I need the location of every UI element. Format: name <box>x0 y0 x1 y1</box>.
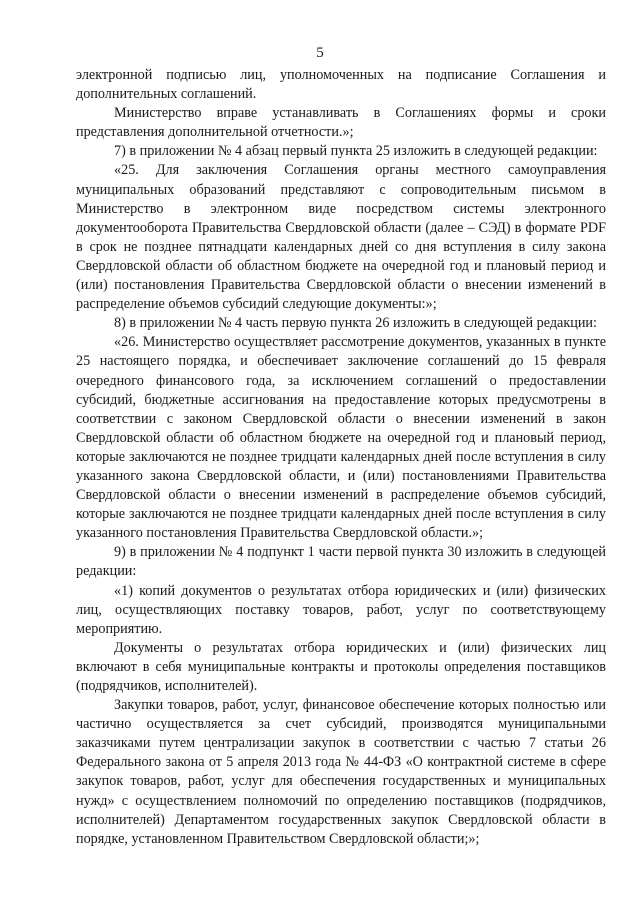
paragraph: электронной подписью лиц, уполномоченных на подписание Соглашения и дополнительных соглашений. <box>76 67 606 103</box>
document-body <box>76 66 606 849</box>
paragraph: Министерство вправе устанавливать в Соглашениях формы и сроки представления дополнительной отчетности.»; <box>76 105 606 141</box>
paragraph: «26. Министерство осуществляет рассмотрение документов, указанных в пункте 25 настоящего порядка, и обеспечивает заключение соглашений до 15 февраля очередного финансового года, за исключением соглашений о предоставлении субсидий, бюджетные ассигнования на предоставление которых предусмотрены в соответствии с законом Свердловской области о внесении изменений в закон Свердловской области об областном бюджете на очередной год и плановый период, которые заключаются не позднее тридцати календарных дней после вступления в силу указанного закона Свердловской области, и (или) постановлениями Правительства Свердловской области о внесении изменений в распределение объемов субсидий, которые заключаются не позднее тридцати календарных дней после вступления в силу указанного постановления Правительства Свердловской области.»; <box>76 334 606 542</box>
paragraph: 9) в приложении № 4 подпункт 1 части первой пункта 30 изложить в следующей редакции: <box>76 544 606 580</box>
paragraph: 8) в приложении № 4 часть первую пункта 26 изложить в следующей редакции: <box>114 315 597 332</box>
paragraph: «25. Для заключения Соглашения органы местного самоуправления муниципальных образований представляют с сопроводительным письмом в Министерство в электронном виде посредством системы электронного документооборота Правительства Свердловской области (далее – СЭД) в формате PDF в срок не позднее пятнадцати календарных дней со дня вступления в силу закона Свердловской области об областном бюджете на очередной год и плановый период и (или) постановления Правительства Свердловской области о внесении изменений в распределение объемов субсидий следующие документы:»; <box>76 162 606 313</box>
paragraph: 7) в приложении № 4 абзац первый пункта 25 изложить в следующей редакции: <box>114 143 598 160</box>
page-number: 5 <box>316 45 324 61</box>
paragraph: «1) копий документов о результатах отбора юридических и (или) физических лиц, осуществляющих поставку товаров, работ, услуг по соответствующему мероприятию. <box>76 582 606 637</box>
paragraph: Документы о результатах отбора юридических и (или) физических лиц включают в себя муниципальные контракты и протоколы определения поставщиков (подрядчиков, исполнителей). <box>76 639 606 694</box>
paragraph: Закупки товаров, работ, услуг, финансовое обеспечение которых полностью или частично осуществляется за счет субсидий, производятся муниципальными заказчиками путем централизации закупок в соответствии с частью 7 статьи 26 Федерального закона от 5 апреля 2013 года № 44-ФЗ «О контрактной системе в сфере закупок товаров, работ, услуг для обеспечения государственных и муниципальных нужд» с осуществлением полномочий по определению поставщиков (подрядчиков, исполнителей) Департаментом государственных закупок Свердловской области в порядке, установленном Правительством Свердловской области;»; <box>76 697 606 847</box>
